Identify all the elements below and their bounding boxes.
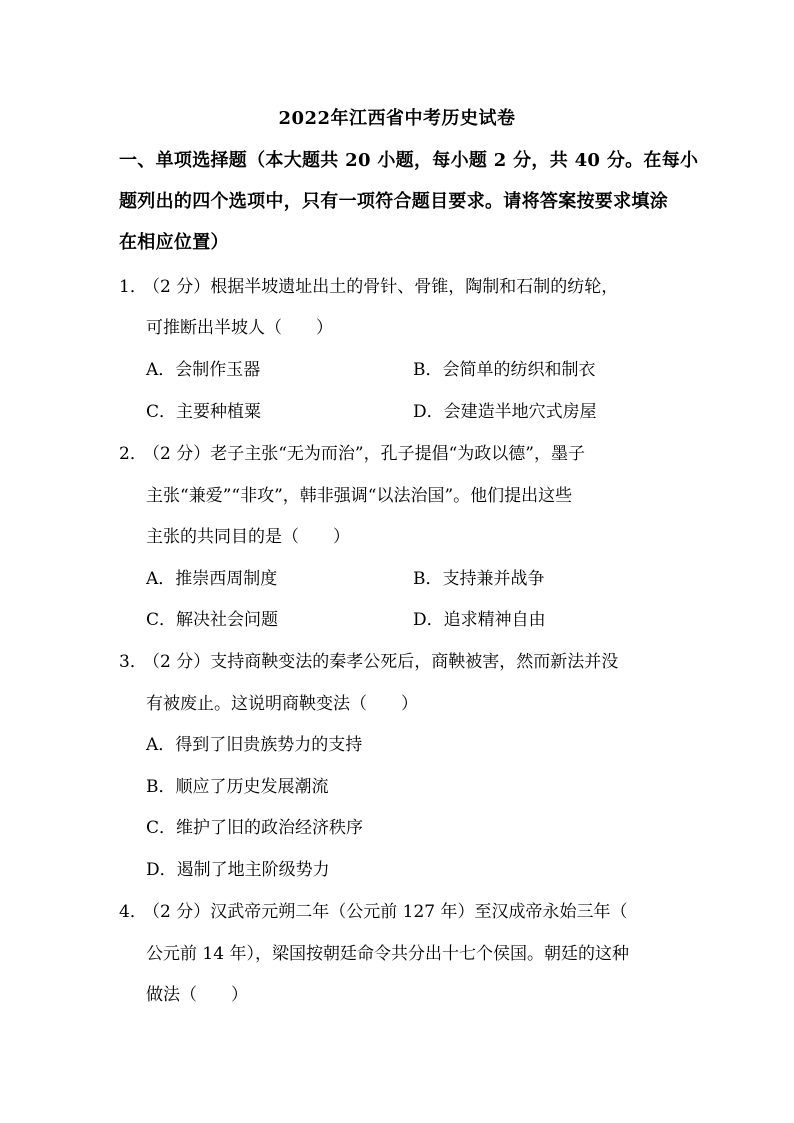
question-number: 4． xyxy=(119,902,147,922)
question-stem-line: 主张的共同目的是（ ） xyxy=(146,527,350,547)
question-stem-line: （2 分）支持商鞅变法的秦孝公死后，商鞅被害，然而新法并没 xyxy=(143,652,619,672)
question-stem-line: 公元前 14 年），梁国按朝廷命令共分出十七个侯国。朝廷的这种 xyxy=(146,944,629,964)
option-b[interactable]: B．支持兼并战争 xyxy=(413,569,545,589)
option-d[interactable]: D．追求精神自由 xyxy=(413,610,546,630)
question-number: 3． xyxy=(119,652,147,672)
option-c[interactable]: C．主要种植粟 xyxy=(146,402,262,422)
question-stem-line: 有被废止。这说明商鞅变法（ ） xyxy=(146,694,418,714)
section-heading xyxy=(119,140,699,263)
option-d[interactable]: D．遏制了地主阶级势力 xyxy=(146,860,330,880)
section-heading-line: 一、单项选择题（本大题共 20 小题，每小题 2 分，共 40 分。在每小 xyxy=(119,150,699,171)
option-c[interactable]: C．维护了旧的政治经济秩序 xyxy=(146,818,364,838)
option-a[interactable]: A．推崇西周制度 xyxy=(146,569,278,589)
option-a[interactable]: A．得到了旧贵族势力的支持 xyxy=(146,735,363,755)
question-stem-line: （2 分）根据半坡遗址出土的骨针、骨锥，陶制和石制的纺轮， xyxy=(143,277,619,297)
section-heading-line: 在相应位置） xyxy=(119,232,229,253)
exam-title: 2022年江西省中考历史试卷 xyxy=(278,108,516,129)
option-b[interactable]: B．顺应了历史发展潮流 xyxy=(146,777,329,797)
section-heading-line: 题列出的四个选项中，只有一项符合题目要求。请将答案按要求填涂 xyxy=(119,191,668,212)
question-stem-line: 主张“兼爱”“非攻”，韩非强调“以法治国”。他们提出这些 xyxy=(146,486,573,506)
question-stem-line: 做法（ ） xyxy=(146,985,248,1005)
option-d[interactable]: D．会建造半地穴式房屋 xyxy=(413,402,597,422)
question-stem-line: （2 分）汉武帝元朔二年（公元前 127 年）至汉成帝永始三年（ xyxy=(143,902,628,922)
question-stem-line: （2 分）老子主张“无为而治”，孔子提倡“为政以德”，墨子 xyxy=(143,444,585,464)
option-b[interactable]: B．会简单的纺织和制衣 xyxy=(413,360,596,380)
question-number: 1． xyxy=(119,277,147,297)
question-stem-line: 可推断出半坡人（ ） xyxy=(146,318,333,338)
question-number: 2． xyxy=(119,444,147,464)
option-c[interactable]: C．解决社会问题 xyxy=(146,610,279,630)
option-a[interactable]: A．会制作玉器 xyxy=(146,360,261,380)
